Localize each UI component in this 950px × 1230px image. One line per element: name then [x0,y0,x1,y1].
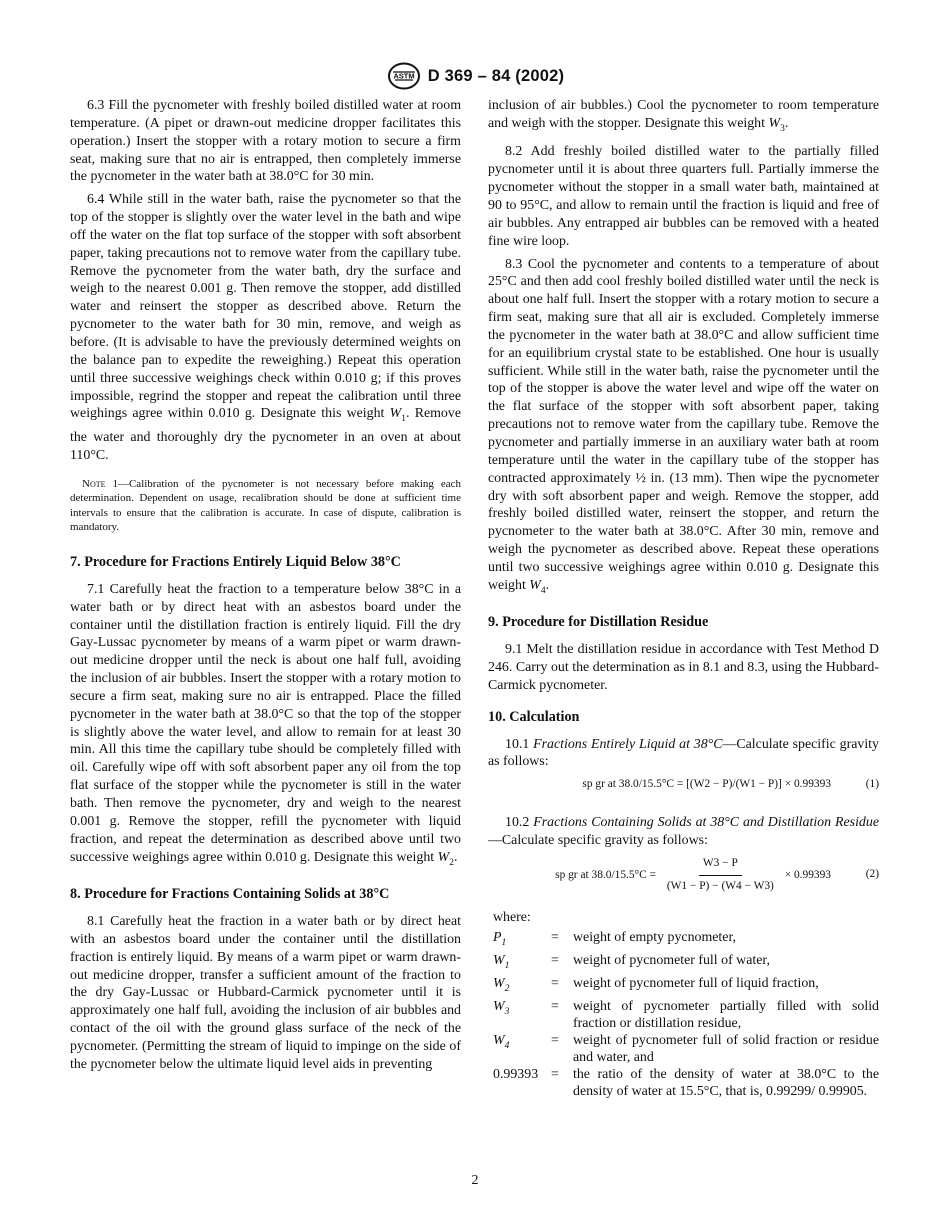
equation-1: sp gr at 38.0/15.5°C = [(W2 − P)/(W1 − P)] × 0.99393 (1) [488,776,879,794]
equation-2-denominator: (W1 − P) − (W4 − W3) [666,879,774,892]
section-8-3: 8.3 Cool the pycnometer and contents to a temperature of about 25°C and then add cool freshly boiled distilled water until the neck is about one half full. Insert the stopper with a rotary motion to secure a firm seat, making sure that all air is excluded. Completely immerse the pycnometer in the water bath at 38.0°C and allow sufficient time for an equilibrium crystal state to be established. One hour is usually sufficient. While still in the water bath, raise the pycnometer until the top of the stopper is above the water level and wipe off the water on the flat surface of the stopper with soft absorbent paper, taking precautions not to remove water from the capillary tube. Remove the pycnometer and partially immerse in an auxiliary water bath at room temperature until the water in the capillary tube of the stopper has contracted approximately ½ in. (13 mm). Then wipe the pycnometer dry with soft absorbent paper and weigh. Remove the stopper, add freshly boiled distilled water, reinsert the stopper, and return the pycnometer to the water bath at 38.0°C. After 30 min, remove and weigh the pycnometer as described above. Repeat these operations until two successive weighings agree within 0.010 g. Designate this weight $W_4$. [488,256,879,596]
definition-row: $W_4$ = weight of pycnometer full of solid fraction or residue and water, and [493,1033,879,1066]
heading-section-8: 8. Procedure for Fractions Containing Solids at 38°C [70,886,390,903]
astm-logo-icon [386,62,422,90]
definition-row: $W_2$ = weight of pycnometer full of liquid fraction, [493,976,819,994]
section-9-1: 9.1 Melt the distillation residue in accordance with Test Method D 246. Carry out the determination as in 8.1 and 8.3, using the Hubbard-Carmick pycnometer. [488,642,879,693]
equation-2-number: (2) [865,868,879,881]
note-label: Note [82,477,106,490]
definition-row: $W_3$ = weight of pycnometer partially filled with solid fraction or distillation residue, [493,998,879,1032]
note-1: Note 1—Calibration of the pycnometer is not necessary before making each determination. Dependent on usage, recalibration should be done at sufficient time intervals to ensure that the calibration is accurate. In case of dispute, calibration is mandatory. [70,477,461,534]
heading-section-9: 9. Procedure for Distillation Residue [488,614,709,631]
section-10-2: 10.2 Fractions Containing Solids at 38°C and Distillation Residue—Calculate specific gravity as follows: [488,815,879,848]
heading-section-7: 7. Procedure for Fractions Entirely Liquid Below 38°C [70,554,401,571]
definition-row: 0.99393 = the ratio of the density of water at 38.0°C to the density of water at 15.5°C, that is, 0.99299/ 0.99905. [493,1067,879,1100]
page-number: 2 [471,1173,479,1188]
definition-row: $P_1$ = weight of empty pycnometer, [493,930,736,949]
section-6-4: 6.4 While still in the water bath, raise the pycnometer so that the top of the stopper is slightly over the water level in the bath and wipe off the water on the flat top surface of the stopper with soft absorbent paper, taking precautions not to remove water from the capillary tube. Remove the pycnometer from the water bath, dry the surface and weigh to the nearest 0.001 g. Then remove the stopper, add distilled water and reinsert the stopper as described above. Return the pycnometer to the water bath for 30 min, remove, and weigh as before. (It is advisable to have the previously determined weights on the balance pan to expedite the reweighing.) Repeat this operation until three successive weighings check within 0.010 g; if this proves impossible, regrind the stopper and repeat the calibration until three weighings agree within 0.010 g. Designate this weight $W_1$. Remove the water and thoroughly dry the pycnometer in an oven at about 110°C. [70,192,461,463]
equation-1-number: (1) [865,778,879,791]
variable-definitions [493,929,879,1100]
equation-1-expression: [(W2 − P)/(W1 − P)] × 0.99393 [686,778,831,791]
equation-2-fraction [663,855,778,896]
section-8-2: 8.2 Add freshly boiled distilled water to the partially filled pycnometer until it is about three quarters full. Partially immerse the pycnometer without the stopper in a small water bath, maintained at 90 to 95°C, and allow to remain until the fraction is liquid and free of air bubbles. Any entrapped air bubbles can be removed with a heated fine wire loop. [488,144,879,249]
heading-section-10: 10. Calculation [488,708,580,725]
equation-2: sp gr at 38.0/15.5°C = $\frac{W3 - P}{(W1 - P) - (W4 - W3)}$ × 0.99393 (2) [488,855,879,896]
section-10-1: 10.1 Fractions Entirely Liquid at 38°C—Calculate specific gravity as follows: [488,736,879,770]
section-7-1: 7.1 Carefully heat the fraction to a temperature below 38°C in a water bath or by direct heat with an asbestos board under the container until the distillation fraction is entirely liquid. Fill the dry Gay-Lussac pycnometer by means of a warm pipet or warm drawn-out medicine dropper until the neck is about one half full, avoiding the inclusion of air bubbles. Insert the stopper with a rotary motion to secure a firm seat, making sure no air is entrapped. Place the filled pycnometer in the water bath at 38.0°C so that the top of the stopper is slightly above the water level, and allow to remain for at least 30 min. All this time the capillary tube should be completely filled with oil. Carefully wipe off with soft absorbent paper any oil from the top flat surface of the stopper while the pycnometer is still in the water bath. Then remove the pycnometer, dry and weigh to the nearest 0.001 g. Remove the stopper, refill the pycnometer with liquid fraction, and repeat the determination as described above until two successive weighings agree within 0.010 g. Designate this weight $W_2$. [70,581,461,868]
page-header [0,62,950,90]
where-label: where: [493,910,531,926]
section-8-1: 8.1 Carefully heat the fraction in a water bath or by direct heat with an asbestos board under the container until the distillation fraction is entirely liquid. By means of a warm pipet or warm drawn-out medicine dropper, transfer a sufficient amount of the fraction to the dry Gay-Lussac or Hubbard-Carmick pycnometer until it is approximately one half full, avoiding the inclusion of air bubbles and contact of the oil with the ground glass surface of the neck of the pycnometer. (Permitting the stream of liquid to impinge on the side of the pycnometer below the ultimate liquid level aids in preventing [70,914,461,1072]
document-number: D 369 – 84 (2002) [427,66,565,85]
definition-row: $W_1$ = weight of pycnometer full of water, [493,953,770,971]
left-column [70,97,461,1079]
svg-text:ASTM: ASTM [393,71,415,81]
section-8-1-continued: inclusion of air bubbles.) Cool the pycnometer to room temperature and weigh with the stopper. Designate this weight $W_3$. [488,98,879,134]
right-column [488,97,879,1101]
section-6-3: 6.3 Fill the pycnometer with freshly boiled distilled water at room temperature. (A pipet or drawn-out medicine dropper facilitates this operation.) Insert the stopper with a rotary motion to secure a firm seat, making sure that no air is entrapped, then completely immerse the pycnometer in the water bath at 38.0°C for 30 min. [70,98,461,185]
equation-2-numerator: W3 − P [699,855,742,876]
